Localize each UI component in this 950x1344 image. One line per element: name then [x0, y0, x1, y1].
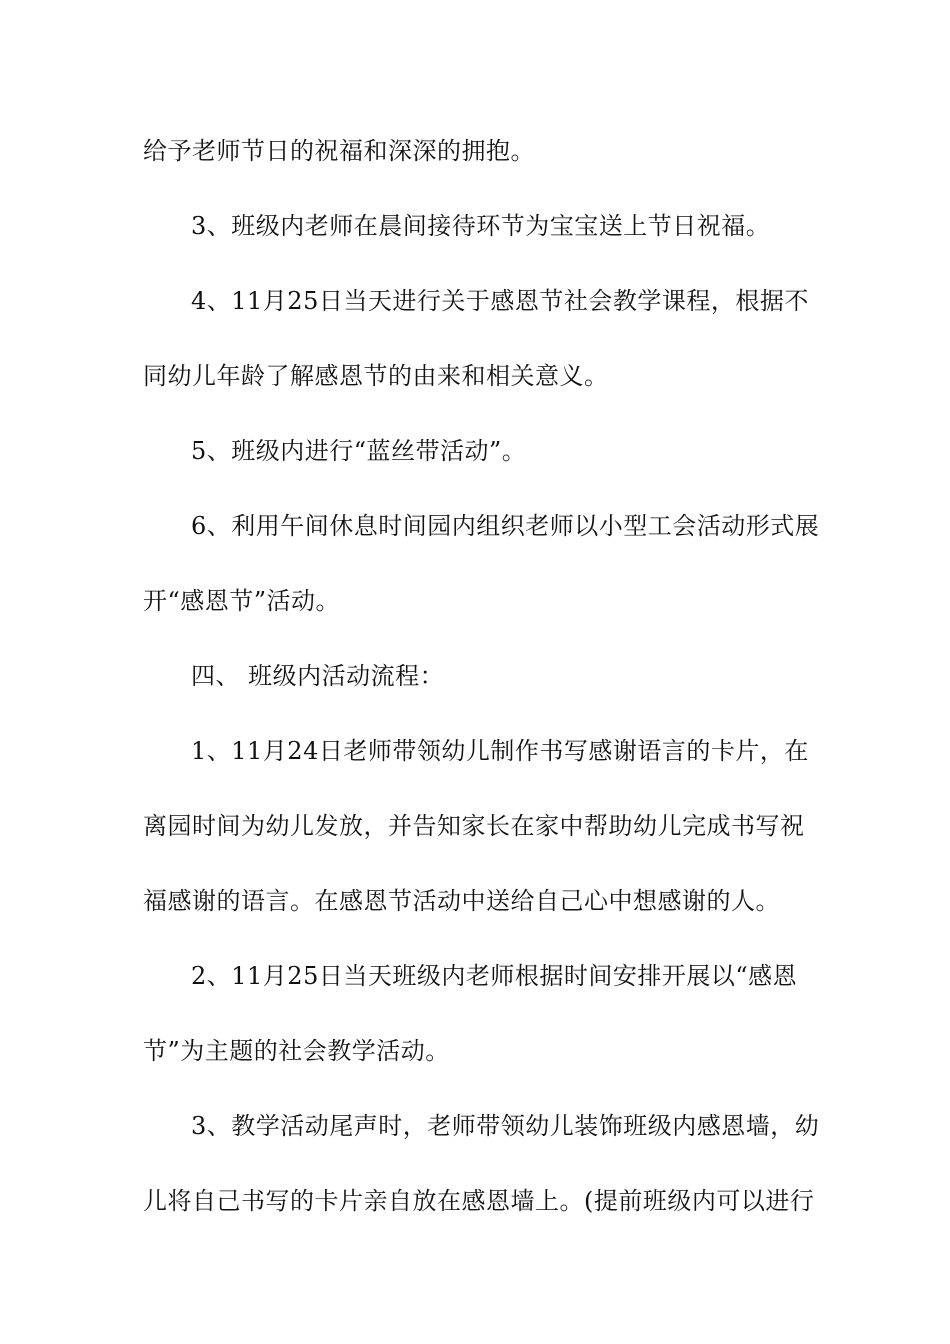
text-line-11: 福感谢的语言。在感恩节活动中送给自己心中想感谢的人。 [143, 887, 780, 915]
text-line-14: 3、教学活动尾声时，老师带领幼儿装饰班级内感恩墙，幼 [191, 1112, 820, 1140]
text-line-3: 4、11月25日当天进行关于感恩节社会教学课程，根据不 [191, 287, 809, 315]
section-heading: 四、 班级内活动流程： [191, 662, 445, 690]
text-line-6: 6、利用午间休息时间园内组织老师以小型工会活动形式展 [191, 512, 820, 540]
text-line-7: 开“感恩节”活动。 [143, 587, 341, 615]
text-line-12: 2、11月25日当天班级内老师根据时间安排开展以“感恩 [191, 962, 798, 990]
text-line-15: 儿将自己书写的卡片亲自放在感恩墙上。(提前班级内可以进行 [143, 1187, 815, 1215]
text-line-4: 同幼儿年龄了解感恩节的由来和相关意义。 [143, 362, 609, 390]
text-line-1: 给予老师节日的祝福和深深的拥抱。 [143, 137, 535, 165]
text-line-13: 节”为主题的社会教学活动。 [143, 1037, 450, 1065]
text-line-10: 离园时间为幼儿发放，并告知家长在家中帮助幼儿完成书写祝 [143, 812, 805, 840]
text-line-2: 3、班级内老师在晨间接待环节为宝宝送上节日祝福。 [191, 212, 771, 240]
text-line-5: 5、班级内进行“蓝丝带活动”。 [191, 437, 527, 465]
text-line-9: 1、11月24日老师带领幼儿制作书写感谢语言的卡片，在 [191, 737, 809, 765]
